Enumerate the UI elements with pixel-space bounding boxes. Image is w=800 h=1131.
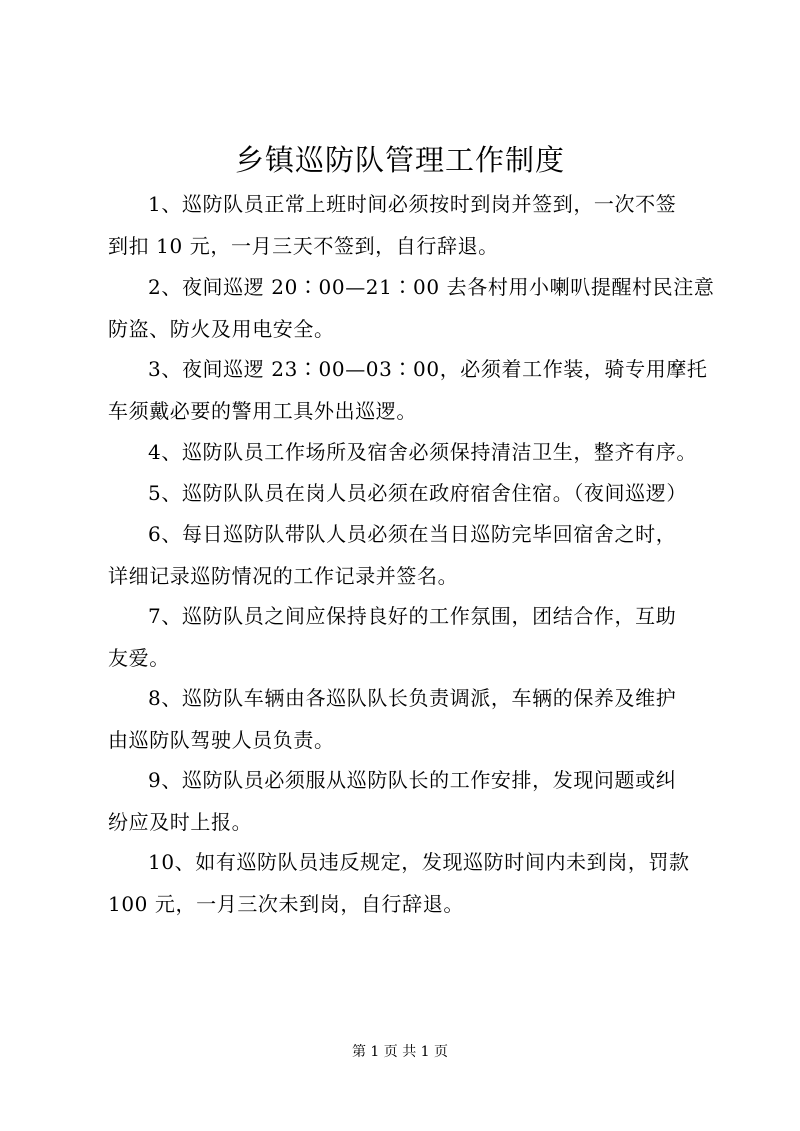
rule-line: 100 元，一月三次未到岗，自行辞退。 bbox=[108, 892, 464, 916]
rule-number: 2、 bbox=[148, 275, 182, 299]
rule-number: 1、 bbox=[148, 192, 182, 216]
rule-number: 8、 bbox=[148, 686, 182, 710]
rule-line: 5、巡防队队员在岗人员必须在政府宿舍住宿。（夜间巡逻） bbox=[148, 481, 687, 505]
rule-line: 1、巡防队员正常上班时间必须按时到岗并签到，一次不签 bbox=[148, 192, 677, 216]
rule-number: 6、 bbox=[148, 522, 182, 546]
rule-line: 友爱。 bbox=[108, 646, 170, 670]
rule-item-4 bbox=[108, 431, 708, 473]
rule-item-8 bbox=[108, 677, 708, 761]
page-footer: 第 1 页 共 1 页 bbox=[351, 1044, 449, 1060]
rule-line: 2、夜间巡逻 20∶00—21∶00 去各村用小喇叭提醒村民注意 bbox=[148, 275, 715, 299]
rule-line: 车须戴必要的警用工具外出巡逻。 bbox=[108, 399, 417, 423]
rule-line: 3、夜间巡逻 23∶00—03∶00，必须着工作装，骑专用摩托 bbox=[148, 357, 708, 381]
rule-item-7 bbox=[108, 595, 708, 679]
rule-number: 7、 bbox=[148, 604, 182, 628]
rule-number: 5、 bbox=[148, 481, 182, 505]
rule-line: 10、如有巡防队员违反规定，发现巡防时间内未到岗，罚款 bbox=[148, 850, 690, 874]
rule-item-6 bbox=[108, 513, 708, 597]
rule-line: 8、巡防队车辆由各巡队队长负责调派，车辆的保养及维护 bbox=[148, 686, 677, 710]
rule-line: 6、每日巡防队带队人员必须在当日巡防完毕回宿舍之时， bbox=[148, 522, 677, 546]
rule-item-9 bbox=[108, 759, 708, 843]
rule-line: 4、巡防队员工作场所及宿舍必须保持清洁卫生，整齐有序。 bbox=[148, 440, 697, 464]
rule-item-10 bbox=[108, 841, 708, 925]
rule-item-2 bbox=[108, 266, 715, 350]
rule-item-3 bbox=[108, 348, 708, 432]
rule-number: 4、 bbox=[148, 440, 182, 464]
rule-line: 9、巡防队员必须服从巡防队长的工作安排，发现问题或纠 bbox=[148, 768, 677, 792]
rule-line: 到扣 10 元，一月三天不签到，自行辞退。 bbox=[108, 234, 499, 258]
rule-number: 3、 bbox=[148, 357, 182, 381]
rule-line: 7、巡防队员之间应保持良好的工作氛围，团结合作，互助 bbox=[148, 604, 677, 628]
rule-item-5 bbox=[108, 472, 708, 514]
rule-number: 9、 bbox=[148, 768, 182, 792]
rule-line: 纷应及时上报。 bbox=[108, 810, 253, 834]
rule-line: 详细记录巡防情况的工作记录并签名。 bbox=[108, 564, 459, 588]
rule-number: 10、 bbox=[148, 850, 196, 874]
rule-line: 由巡防队驾驶人员负责。 bbox=[108, 728, 335, 752]
rule-line: 防盗、防火及用电安全。 bbox=[108, 317, 335, 341]
rule-item-1 bbox=[108, 183, 708, 267]
document-title: 乡镇巡防队管理工作制度 bbox=[234, 143, 565, 177]
